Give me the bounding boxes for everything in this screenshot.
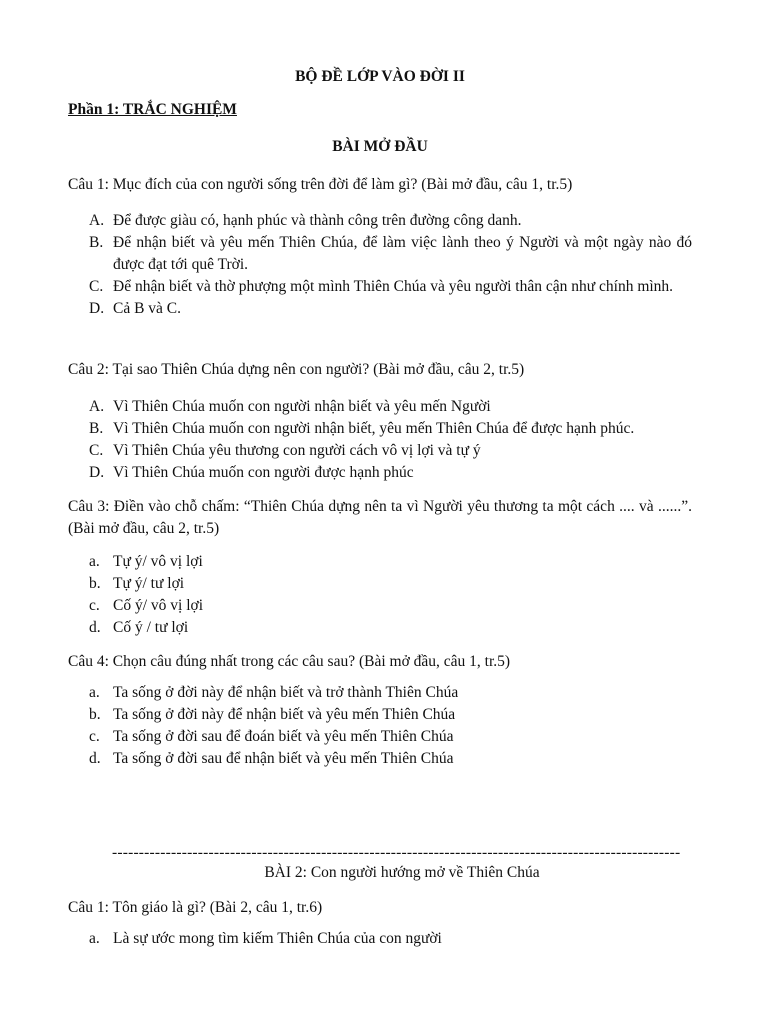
option-text: Ta sống ở đời này để nhận biết và trở thành Thiên Chúa xyxy=(113,684,459,701)
option-item xyxy=(68,928,692,950)
section-separator: ---------------------------------------------------------------------------------------------------------- xyxy=(112,844,681,861)
option-item xyxy=(68,396,692,418)
option-marker: b. xyxy=(89,575,101,592)
option-marker: B. xyxy=(89,420,104,437)
option-marker: d. xyxy=(89,750,101,767)
option-marker: D. xyxy=(89,300,105,317)
option-text: Vì Thiên Chúa muốn con người nhận biết và yêu mến Người xyxy=(113,398,491,415)
document-title: BỘ ĐỀ LỚP VÀO ĐỜI II xyxy=(295,68,465,85)
lesson-2-question-1-options xyxy=(68,928,692,950)
option-marker: D. xyxy=(89,464,105,481)
option-text: Để nhận biết và thờ phượng một mình Thiên Chúa và yêu người thân cận như chính mình. xyxy=(113,278,674,295)
option-item xyxy=(68,462,692,484)
option-item xyxy=(68,551,692,573)
question-3-options xyxy=(68,551,692,639)
option-item xyxy=(68,298,692,320)
option-item xyxy=(68,440,692,462)
option-marker: A. xyxy=(89,212,105,229)
question-2: Câu 2: Tại sao Thiên Chúa dựng nên con người? (Bài mở đầu, câu 2, tr.5) xyxy=(68,361,525,378)
option-text: Cố ý/ vô vị lợi xyxy=(113,597,204,614)
option-item xyxy=(68,418,692,440)
option-text: Vì Thiên Chúa muốn con người nhận biết, yêu mến Thiên Chúa để được hạnh phúc. xyxy=(113,420,635,437)
option-item xyxy=(68,682,692,704)
lesson-2-heading: BÀI 2: Con người hướng mở về Thiên Chúa xyxy=(264,864,540,881)
option-item xyxy=(68,210,692,232)
option-item xyxy=(68,276,692,298)
option-text: Tự ý/ tư lợi xyxy=(113,575,185,592)
question-3: Câu 3: Điền vào chỗ chấm: “Thiên Chúa dựng nên ta vì Người yêu thương ta một cách .... và ......”. (Bài mở đầu, câu 2, tr.5) xyxy=(68,498,692,537)
option-marker: c. xyxy=(89,728,100,745)
option-text: Cố ý / tư lợi xyxy=(113,619,189,636)
option-marker: B. xyxy=(89,234,104,251)
lesson-heading: BÀI MỞ ĐẦU xyxy=(332,138,428,155)
option-item xyxy=(68,595,692,617)
option-marker: c. xyxy=(89,597,100,614)
option-text: Là sự ước mong tìm kiếm Thiên Chúa của con người xyxy=(113,930,442,947)
option-text: Cả B và C. xyxy=(113,300,182,317)
option-text: Tự ý/ vô vị lợi xyxy=(113,553,203,570)
option-item xyxy=(68,726,692,748)
option-marker: a. xyxy=(89,684,100,701)
option-marker: d. xyxy=(89,619,101,636)
option-text: Ta sống ở đời này để nhận biết và yêu mến Thiên Chúa xyxy=(113,706,456,723)
option-item xyxy=(68,232,692,276)
option-text: Ta sống ở đời sau để đoán biết và yêu mến Thiên Chúa xyxy=(113,728,454,745)
question-1-options xyxy=(68,210,692,320)
option-marker: a. xyxy=(89,553,100,570)
option-item xyxy=(68,617,692,639)
option-text: Vì Thiên Chúa yêu thương con người cách vô vị lợi và tự ý xyxy=(113,442,481,459)
option-text: Để được giàu có, hạnh phúc và thành công trên đường công danh. xyxy=(113,212,522,229)
option-text: Để nhận biết và yêu mến Thiên Chúa, để làm việc lành theo ý Người và một ngày nào đó được đạt tới quê Trời. xyxy=(113,234,692,273)
option-text: Vì Thiên Chúa muốn con người được hạnh phúc xyxy=(113,464,414,481)
question-1: Câu 1: Mục đích của con người sống trên đời để làm gì? (Bài mở đầu, câu 1, tr.5) xyxy=(68,176,573,193)
option-item xyxy=(68,573,692,595)
lesson-2-question-1: Câu 1: Tôn giáo là gì? (Bài 2, câu 1, tr.6) xyxy=(68,899,323,916)
part-heading: Phần 1: TRẮC NGHIỆM xyxy=(68,101,237,118)
question-4: Câu 4: Chọn câu đúng nhất trong các câu sau? (Bài mở đầu, câu 1, tr.5) xyxy=(68,653,511,670)
option-item xyxy=(68,748,692,770)
option-marker: A. xyxy=(89,398,105,415)
option-item xyxy=(68,704,692,726)
option-text: Ta sống ở đời sau để nhận biết và yêu mến Thiên Chúa xyxy=(113,750,454,767)
question-2-options xyxy=(68,396,692,484)
question-4-options xyxy=(68,682,692,770)
option-marker: b. xyxy=(89,706,101,723)
option-marker: C. xyxy=(89,442,104,459)
option-marker: a. xyxy=(89,930,100,947)
option-marker: C. xyxy=(89,278,104,295)
